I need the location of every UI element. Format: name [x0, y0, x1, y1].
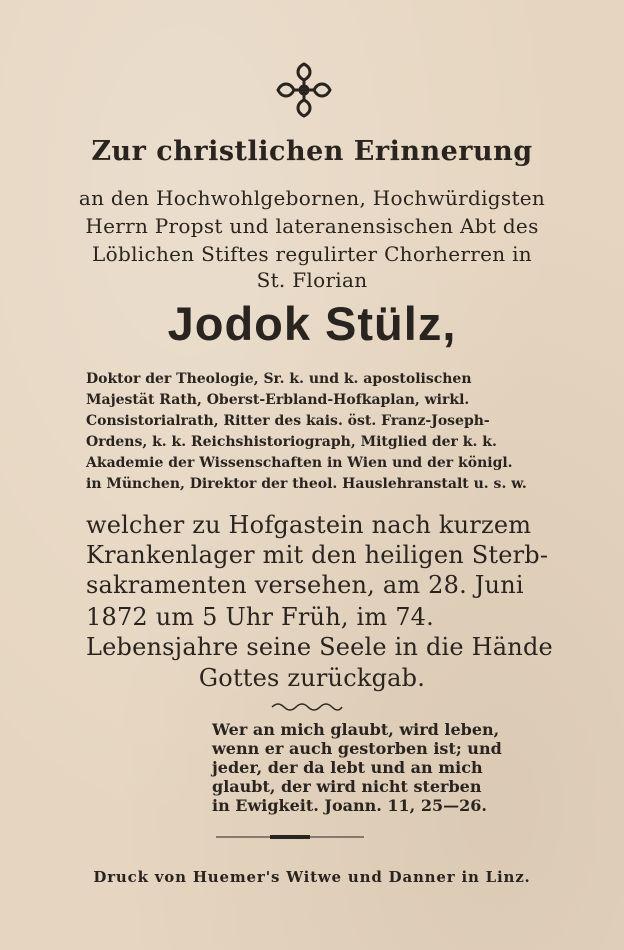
quote-line: in Ewigkeit. Joann. 11, 25—26. — [212, 796, 487, 815]
quote-line: jeder, der da lebt und an mich — [212, 758, 483, 777]
quote-line: wenn er auch gestorben ist; und — [212, 739, 502, 758]
body-line: welcher zu Hofgastein nach kurzem — [86, 511, 532, 539]
titles-line: Doktor der Theologie, Sr. k. und k. apostolischen — [86, 371, 472, 387]
ornament-icon — [270, 700, 344, 714]
body-line: 1872 um 5 Uhr Früh, im 74. — [86, 603, 434, 631]
body-line: Gottes zurückgab. — [198, 664, 426, 692]
cross-icon — [272, 58, 336, 122]
titles-line: Majestät Rath, Oberst-Erbland-Hofkaplan, wirkl. — [86, 392, 470, 408]
body-line: sakramenten versehen, am 28. Juni — [86, 571, 524, 599]
titles-line: Consistorialrath, Ritter des kais. öst. Franz-Joseph- — [86, 413, 490, 429]
intro-line: Herrn Propst und lateranensischen Abt des — [85, 214, 539, 238]
titles-line: in München, Direktor der theol. Hauslehranstalt u. s. w. — [86, 476, 527, 492]
quote-line: Wer an mich glaubt, wird leben, — [212, 720, 500, 739]
titles-line: Ordens, k. k. Reichshistoriograph, Mitglied der k. k. — [86, 434, 497, 450]
body-line: Krankenlager mit den heiligen Sterb- — [86, 541, 549, 569]
quote-line: glaubt, der wird nicht sterben — [212, 777, 482, 796]
deceased-name: Jodok Stülz, — [167, 297, 457, 350]
titles-line: Akademie der Wissenschaften in Wien und der königl. — [86, 455, 513, 471]
printer-credit: Druck von Huemer's Witwe und Danner in Linz. — [93, 868, 531, 886]
intro-line: an den Hochwohlgebornen, Hochwürdigsten — [78, 186, 546, 210]
heading: Zur christlichen Erinnerung — [91, 136, 533, 167]
intro-line: St. Florian — [256, 268, 368, 292]
body-line: Lebensjahre seine Seele in die Hände — [86, 633, 553, 661]
divider-rule — [216, 834, 364, 840]
intro-line: Löblichen Stiftes regulirter Chorherren in — [92, 242, 532, 266]
